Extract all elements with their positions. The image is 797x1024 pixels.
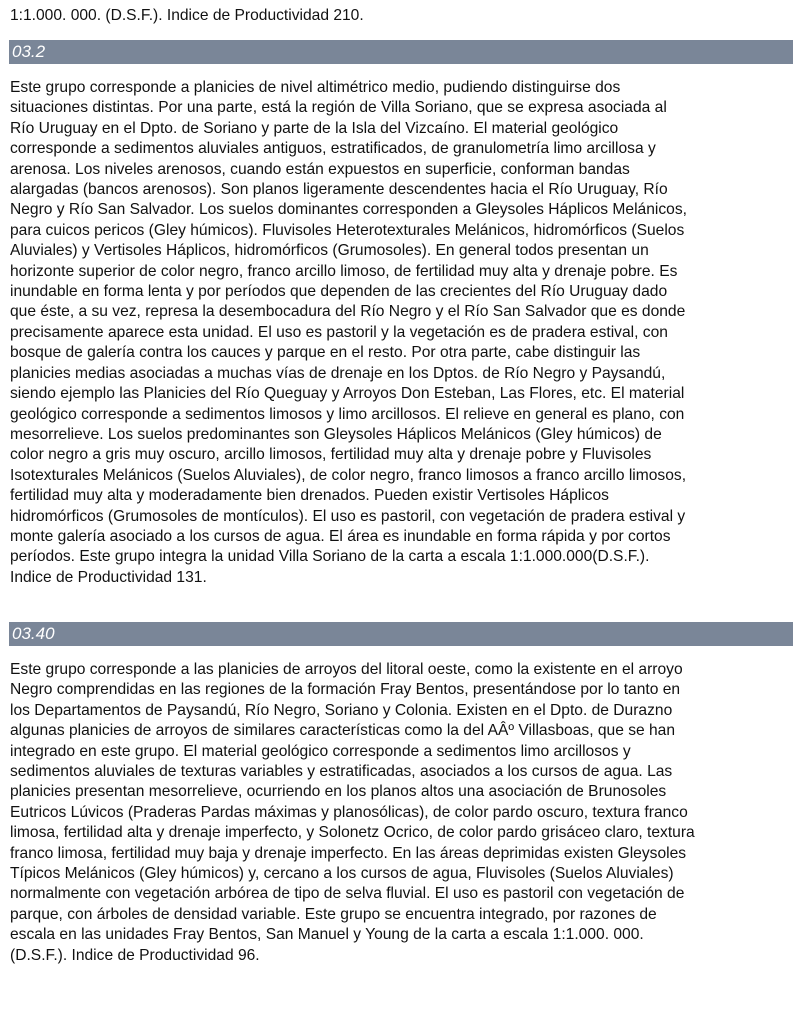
- text-line: bosque de galería contra los cauces y parque en el resto. Por otra parte, cabe distinguir las: [10, 344, 641, 362]
- text-line: Eutricos Lúvicos (Praderas Pardas máximas y planosólicas), de color pardo oscuro, textura franco: [10, 803, 688, 821]
- text-line: algunas planicies de arroyos de similares características como la del AÂº Villasboas, que se han: [10, 722, 676, 740]
- text-line: limosa, fertilidad alta y drenaje imperfecto, y Solonetz Ocrico, de color pardo grisáceo claro, textura: [10, 824, 695, 842]
- text-line: Este grupo corresponde a planicies de nivel altimétrico medio, pudiendo distinguirse dos: [10, 79, 621, 96]
- text-line: planicies presentan mesorrelieve, ocurriendo en los planos altos una asociación de Brunosoles: [10, 783, 667, 801]
- text-line: corresponde a sedimentos aluviales antiguos, estratificados, de granulometría limo arcillosa y: [10, 140, 656, 158]
- text-line: escala en las unidades Fray Bentos, San Manuel y Young de la carta a escala 1:1.000. 000.: [10, 926, 644, 944]
- section-header-03-2: 03.2: [9, 40, 793, 64]
- section-body-03-40: [10, 660, 792, 966]
- text-line: hidromórficos (Grumosoles de montículos). El uso es pastoril, con vegetación de pradera estival y: [10, 507, 686, 525]
- text-line: alargadas (bancos arenosos). Son planos ligeramente descendentes hacia el Río Uruguay, Río: [10, 181, 668, 199]
- text-line: inundable en forma lenta y por períodos que dependen de las crecientes del Río Uruguay dado: [10, 283, 668, 301]
- text-line: fertilidad muy alta y moderadamente bien drenados. Pueden existir Vertisoles Háplicos: [10, 487, 609, 505]
- text-line: Negro comprendidas en las regiones de la formación Fray Bentos, presentándose por lo tanto en: [10, 681, 681, 699]
- text-line: Típicos Melánicos (Gley húmicos) y, cercano a los cursos de agua, Fluvisoles (Suelos Aluviales): [10, 865, 674, 883]
- text-line: sedimentos aluviales de texturas variables y estratificadas, asociados a los cursos de agua. Las: [10, 763, 673, 781]
- text-line: horizonte superior de color negro, franco arcillo limoso, de fertilidad muy alta y drenaje pobre. Es: [10, 262, 678, 280]
- text-line: períodos. Este grupo integra la unidad Villa Soriano de la carta a escala 1:1.000.000(D.S.F.).: [10, 548, 650, 566]
- text-line: monte galería asociado a los cursos de agua. El área es inundable en forma rápida y por cortos: [10, 527, 671, 545]
- text-line: los Departamentos de Paysandú, Río Negro, Soriano y Colonia. Existen en el Dpto. de Durazno: [10, 701, 673, 719]
- section-header-03-40: 03.40: [9, 622, 793, 646]
- text-line: para cuicos pericos (Gley húmicos). Fluvisoles Heterotexturales Melánicos, hidromórficos (Suelos: [10, 221, 685, 239]
- text-line: color negro a gris muy oscuro, arcillo limosos, fertilidad muy alta y drenaje pobre y Fluvisoles: [10, 446, 652, 464]
- text-line: integrado en este grupo. El material geológico corresponde a sedimentos limo arcillosos y: [10, 742, 631, 760]
- text-line: franco limosa, fertilidad muy baja y drenaje imperfecto. En las áreas deprimidas existen Gleysoles: [10, 844, 687, 862]
- text-line: geológico corresponde a sedimentos limosos y limo arcillosos. El relieve en general es plano, con: [10, 405, 685, 423]
- text-line: situaciones distintas. Por una parte, está la región de Villa Soriano, que se expresa asociada al: [10, 99, 667, 117]
- intro-line: 1:1.000. 000. (D.S.F.). Indice de Productividad 210.: [10, 7, 364, 24]
- text-line: normalmente con vegetación arbórea de tipo de selva fluvial. El uso es pastoril con vegetación de: [10, 885, 685, 903]
- text-line: mesorrelieve. Los suelos predominantes son Gleysoles Háplicos Melánicos (Gley húmicos) de: [10, 425, 662, 443]
- text-line: arenosa. Los niveles arenosos, cuando están expuestos en superficie, conforman bandas: [10, 160, 630, 178]
- section-body-03-2: [10, 78, 792, 588]
- text-line: Río Uruguay en el Dpto. de Soriano y parte de la Isla del Vizcaíno. El material geológico: [10, 119, 619, 137]
- text-line: planicies medias asociadas a muchas vías de drenaje en los Dptos. de Río Negro y Paysandú,: [10, 364, 666, 382]
- text-line: parque, con árboles de densidad variable. Este grupo se encuentra integrado, por razones de: [10, 905, 657, 923]
- text-line: Negro y Río San Salvador. Los suelos dominantes corresponden a Gleysoles Háplicos Melánicos,: [10, 201, 687, 219]
- text-line: (D.S.F.). Indice de Productividad 96.: [10, 946, 260, 964]
- text-line: Indice de Productividad 131.: [10, 568, 207, 586]
- text-line: que éste, a su vez, represa la desembocadura del Río Negro y el Río San Salvador que es donde: [10, 303, 686, 321]
- text-line: Isotexturales Melánicos (Suelos Aluviales), de color negro, franco limosos a franco arcillo limosos,: [10, 466, 687, 484]
- text-line: precisamente aparece esta unidad. El uso es pastoril y la vegetación es de pradera estival, con: [10, 323, 668, 341]
- text-line: Este grupo corresponde a las planicies de arroyos del litoral oeste, como la existente en el arroyo: [10, 661, 683, 678]
- text-line: Aluviales) y Vertisoles Háplicos, hidromórficos (Grumosoles). En general todos presentan un: [10, 242, 649, 260]
- text-line: siendo ejemplo las Planicies del Río Queguay y Arroyos Don Esteban, Las Flores, etc. El material: [10, 385, 685, 403]
